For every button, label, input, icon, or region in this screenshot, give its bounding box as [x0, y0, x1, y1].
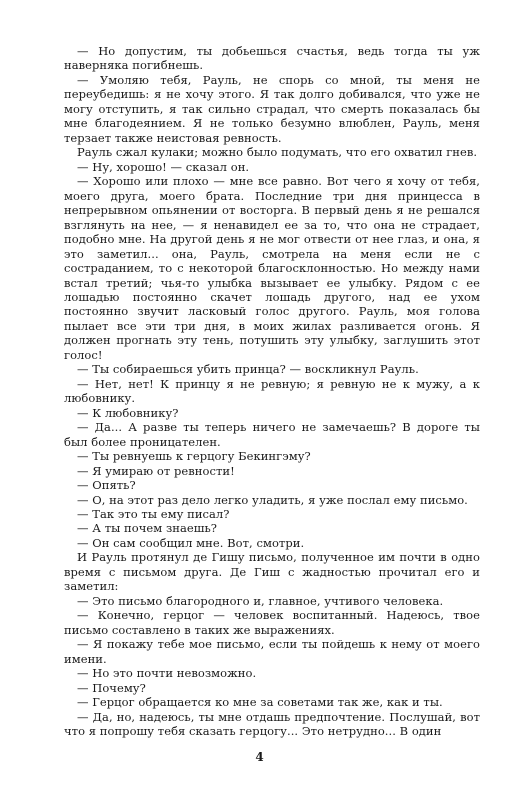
- paragraph: — Ты ревнуешь к герцогу Бекингэму?: [77, 449, 311, 464]
- paragraph: — Но это почти невозможно.: [77, 666, 257, 681]
- paragraph: — Умоляю тебя, Рауль, не спорь со мной, ты меня не переубедишь: я не хочу этого. Я так долго добивался, что уже не могу отступить, я так сильно страдал, что смерть показалась бы мне благодеянием. Я не только безумно влюблен, Рауль, меня терзает также неистовая ревность.: [64, 72, 480, 145]
- paragraph: Рауль сжал кулаки; можно было подумать, что его охватил гнев.: [77, 145, 478, 160]
- paragraph: — Ну, хорошо! — сказал он.: [77, 159, 250, 174]
- paragraph: — Герцог обращается ко мне за советами так же, как и ты.: [77, 695, 443, 710]
- paragraph: — Но допустим, ты добьешься счастья, ведь тогда ты уж наверняка погибнешь.: [64, 44, 480, 73]
- paragraph: — Да... А разве ты теперь ничего не замечаешь? В дороге ты был более проницателен.: [64, 420, 480, 449]
- paragraph: — О, на этот раз дело легко уладить, я уже послал ему письмо.: [77, 492, 468, 507]
- paragraph: — Это письмо благородного и, главное, учтивого человека.: [77, 593, 444, 608]
- page-text: [64, 44, 480, 739]
- paragraph: — А ты почем знаешь?: [77, 521, 218, 536]
- paragraph: — Ты собираешься убить принца? — воскликнул Рауль.: [77, 362, 419, 377]
- page-number: 4: [255, 750, 264, 764]
- paragraph: — Да, но, надеюсь, ты мне отдашь предпочтение. Послушай, вот что я попрошу тебя сказать герцогу... Это нетрудно... В один: [64, 709, 480, 739]
- paragraph: — Конечно, герцог — человек воспитанный. Надеюсь, твое письмо составлено в таких же выражениях.: [64, 608, 480, 637]
- paragraph: — Почему?: [77, 680, 146, 695]
- paragraph: — Я покажу тебе мое письмо, если ты пойдешь к нему от моего имени.: [64, 637, 480, 666]
- paragraph: — Нет, нет! К принцу я не ревную; я ревную не к мужу, а к любовнику.: [64, 376, 480, 406]
- paragraph: — Я умираю от ревности!: [77, 463, 235, 478]
- paragraph: — Так это ты ему писал?: [77, 507, 230, 521]
- paragraph: — Хорошо или плохо — мне все равно. Вот чего я хочу от тебя, моего друга, моего брата. Последние три дня принцесса в непрерывном опьянении от восторга. В первый день я не решался взглянуть на нее, — я ненавидел ее за то, что она не страдает, подобно мне. На другой день я не мог отвести от нее глаз, и она, я это заметил... она, Рауль, смотрела на меня если не с состраданием, то с некоторой благосклонностью. Но между нами встал третий; чья-то улыбка вызывает ее улыбку. Рядом с ее лошадью постоянно скачет лошадь другого, над ее ухом постоянно звучит ласковый голос другого. Рауль, моя голова пылает все эти три дня, в моих жилах разливается огонь. Я должен прогнать эту тень, потушить эту улыбку, заглушить этот голос!: [64, 174, 480, 362]
- paragraph: — Опять?: [77, 478, 136, 493]
- paragraph: — К любовнику?: [77, 405, 179, 420]
- paragraph: И Рауль протянул де Гишу письмо, полученное им почти в одно время с письмом друга. Де Гиш с жадностью прочитал его и заметил:: [64, 550, 480, 594]
- paragraph: — Он сам сообщил мне. Вот, смотри.: [77, 535, 305, 550]
